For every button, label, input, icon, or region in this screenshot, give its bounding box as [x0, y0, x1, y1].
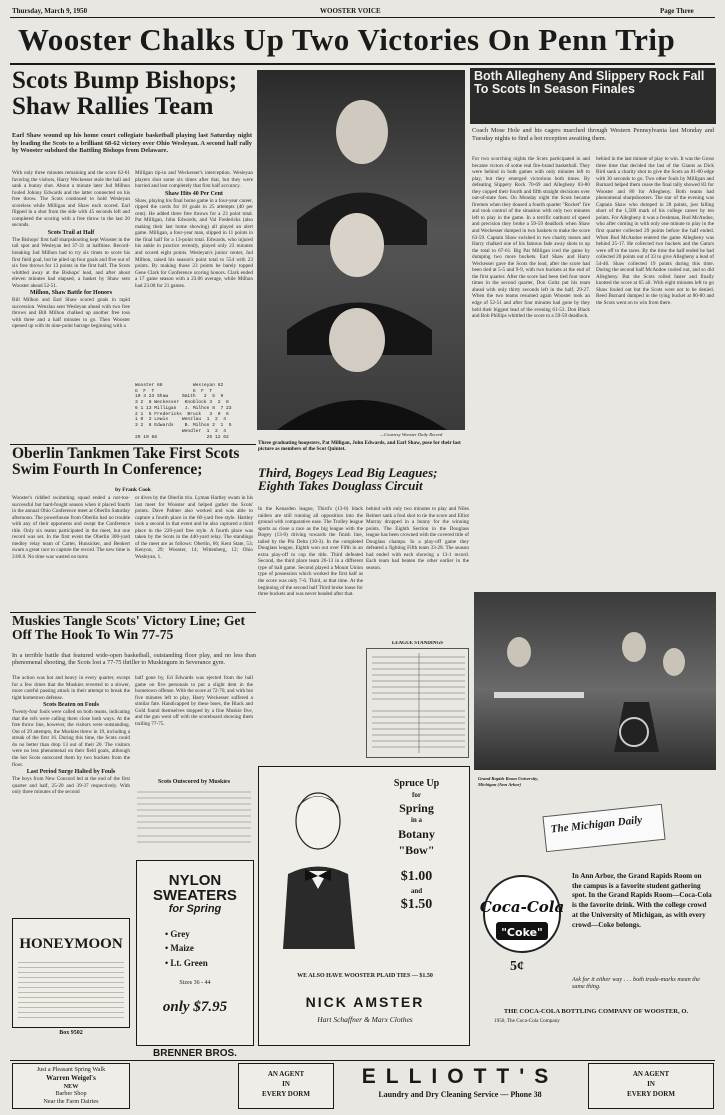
color-grey: • Grey [165, 928, 190, 939]
honeymoon-text [18, 958, 124, 1018]
agent-ad-left [238, 1063, 334, 1109]
folio-page: Page Three [660, 7, 694, 15]
amster-ad [258, 766, 470, 1046]
mid-rule-1 [10, 444, 256, 445]
agent-right-line-3: EVERY DORM [627, 1090, 675, 1099]
story2-deck: Coach Mose Hole and his cagers marched through Western Pennsylvania last Monday and Tuesday nights to find a hot reception awaiting them. [472, 127, 714, 142]
agent-right-line-1: AN AGENT [632, 1070, 670, 1078]
story4-body-2: behind with only two minutes to play and Niles Reimer sank a foul shot to tie the score and Elliot Murray dropped in a bunny for the winning points. The Eighth Section in the Douglass league has been crowned with the covered title of Douglass champs. In a play-off game they defeated a fighting Fifth team 33-28. The season had ended with each showing a 13-1 record. Each team had beaten the other earlier in the season. [366, 506, 469, 571]
story3-body: Wooster's riddled swimming squad ended a not-too-successful but hard-fought season when it placed fourth in the annual Ohio Conference meet at Oberlin Saturday afternoon. The powerhouse from Oberlin had no trouble with any of their opponents and swept the Conference title. Only six teams participated in the meet, but one record was set. In the first event the Oberlin 300-yard medley relay team of Carter, Hunsicker, and Benkert swam a great race to capture the record. The new time is 3:06.8. No time was wasted on turns [12, 495, 130, 560]
nylon-line-3: for Spring [168, 902, 222, 915]
brenner-bros: BRENNER BROS. [153, 1049, 237, 1059]
banner-headline: Wooster Chalks Up Two Victories On Penn Trip [18, 24, 676, 57]
agent-right-line-2: IN [647, 1080, 655, 1089]
weigel-line-2: Warren Weigel's [46, 1073, 96, 1082]
honeymoon-box-number: Box 9502 [59, 1030, 83, 1036]
elliotts-subtitle: Laundry and Dry Cleaning Service — Phone 38 [378, 1090, 542, 1100]
agent-left-line-1: AN AGENT [267, 1070, 305, 1078]
bottom-rule [10, 1060, 715, 1061]
story5-body-2: Twenty-four fouls were called on both teams, indicating that the refs were calling them close both ways. At the free throw line, however, the visitors were outstanding. Out of 29 attempts, the Muskies threw in 19, including a streak of the first 16. During this time, the Scots could do no better than drop 13 out of their 20. The visitors were no less phenomenal on their field goals, although the hot Scots outscored them by two buckets from the floor. [12, 709, 130, 768]
banner-rule [10, 63, 715, 65]
story5-headline: Muskies Tangle Scots' Victory Line; Get Off The Hook To Win 77-75 [12, 614, 245, 642]
honeymoon-ad [12, 918, 130, 1028]
story5-box-score [135, 788, 253, 848]
weigel-line-1: Just a Pleasant Spring Walk [36, 1066, 106, 1073]
story2-col1: For two scorching nights the Scots participated in and became victors of some real fire-brand basketball. They were behind in both games with only minutes left to play, but they emerged victorious both times. By defeating Slippery Rock 70-69 and Allegheny 83-80 they copped their fourth and fifth straight decisions over out-of-state foes. On Monday night the Scots became firemen when they doused a fourth quarter "Rocket" fire and took control of the situation with only two minutes left to play in the game. In a terrific outburst of speed and precision they broke a 59-59 deadlock when Shaw and Weckesser dumped in two baskets to make the score 63-59. Captain Shaw swished in two charity tosses and Harry chalked one of his famous fade away shots to up the total to 67-61. Big Pat Milligan iced the game by dumping two more buckets. Earl Shaw and Harry Weckesser gave the Scots the lead, after the score had been tied at 5-5 and 9-9, with two buckets at the end of the first quarter. After the score had been tied four more times in the second quarter, Don Goltz put his team ahead with only thirty seconds left in the half, 29-27. When the two teams resumed again Wooster took an edge of 52-51 and after four minutes had gone by they held their biggest lead of the evening 61-53. Don Black and Bob Phillips whittled the score to a 59-59 deadlock. [472, 156, 590, 320]
nylon-colors [165, 927, 253, 970]
story4-headline: Third, Bogeys Lead Big Leagues; Eighth Takes Douglass Circuit [258, 466, 438, 494]
story5-body: The action was hot and heavy in every quarter, except for a few times that the Muskies reverted to a slower, more careful passing attack in their attempt to break the tight hometown defense. [12, 675, 130, 701]
agent-left-line-2: IN [282, 1080, 290, 1089]
grand-rapids-room-photo [474, 592, 716, 770]
spruce-line-6: "Bow" [398, 842, 435, 857]
nylon-sizes: Sizes 36 - 44 [179, 979, 211, 986]
svg-text:Coca-Cola: Coca-Cola [480, 898, 564, 916]
mid-rule-2 [10, 612, 256, 613]
michigan-daily-clip [542, 804, 665, 852]
story2-headline: Both Allegheny And Slippery Rock Fall To Scots In Season Finales [474, 70, 705, 96]
story1-col1 [12, 170, 130, 438]
league-standings-table [366, 648, 469, 758]
folio-date: Thursday, March 9, 1950 [12, 7, 88, 15]
photo-caption: Three graduating hoopsters, Pat Milligan, John Edwards, and Earl Shaw, pose for their last picture as members of the Scot Quintet. [258, 440, 461, 453]
color-maize: • Maize [165, 943, 194, 954]
players-photo-figures [257, 70, 465, 430]
spruce-line-4: in a [410, 816, 423, 825]
story1-headline: Scots Bump Bishops; Shaw Rallies Team [12, 68, 238, 120]
spruce-line-1: Spruce Up [393, 778, 440, 789]
story1-subhead-3: Shaw Hits 40 Per Cent [165, 190, 223, 197]
weigel-line-5: Near the Farm Dairies [43, 1098, 99, 1105]
story1-box-score: Wooster 68 Wesleyan 62 G F T G F T 10 3 23 Shaw Smith 2 5 9 3 2 8 Weckesser Knoblock 3 2 8 6 1 13 Milligan J. Milhon 8 7 23 2 1 5 Fredericks Bruck 3 0 6 1 0 2 Lewis Wenzlau 1 2 4 3 2 8 Edwards B. Milhon 2 1 5 Wendler 1 2 4 29 10 68 25 12 62 [135, 383, 232, 439]
man-with-bowtie-illustration [263, 779, 373, 949]
nylon-line-2: SWEATERS [153, 887, 237, 905]
folio-paper-name: WOOSTER VOICE [320, 7, 381, 15]
coke-photo-caption: Grand Rapids Room University, Michigan (Ann Arbor) [478, 776, 539, 787]
coke-body: In Ann Arbor, the Grand Rapids Room on the campus is a favorite student gathering spot. In the Grand Rapids Room—Coca-Cola is the favorite drink. With the college crowd at the University of Michigan, as with every crowd—Coke belongs. [572, 872, 712, 929]
story3-body-2: or dives by the Oberlin trio. Lyman Hartley swam in his last meet for Wooster and helped gather the Scots' points. Dave Palmer also worked and was able to capture a fourth place in the 60-yard free style. Hartley took a second in that event and he also captured a third place in the 220-yard free style. A fourth place was taken by the Scots in the 440-yard relay. The standings of the meet are as follows: Oberlin, 66; Kent State, 53; Kenyon, 29; Wooster, 14; Wittenberg, 12; Ohio Wesleyan, 1. [135, 495, 253, 560]
color-green: • Lt. Green [165, 957, 208, 968]
elliotts-ad [336, 1063, 584, 1109]
standings-lines [367, 649, 469, 758]
photo-figures [474, 592, 716, 770]
spruce-line-2: for [412, 790, 421, 799]
coke-ad [474, 772, 716, 1046]
story1-deck: Earl Shaw wound up his home court collegiate basketball playing last Saturday night by leading the Scots to a brilliant 68-62 victory over Ohio Wesleyan. A second half rally by Wooster subdued the Battling Bishops from Delaware. [12, 132, 252, 155]
nick-amster: NICK AMSTER [305, 994, 425, 1010]
amster-text-block [369, 777, 464, 915]
price-line-3: $1.50 [400, 897, 433, 913]
svg-text:"Coke": "Coke" [501, 926, 543, 939]
story5-col1 [12, 675, 130, 915]
spruce-line-3: Spring [399, 800, 434, 815]
story2-col2: behind in the last minute of play to win. It was the Gross three time that decided the last of the Giants as Dick Bird sank a charity shot to give the Scots an 81-80 edge with 30 seconds to go. Two other fouls by Milligan and Burnard helped them cease the final tally showed 83 for Wooster and 80 for Allegheny. Both teams had phenomenal sharpshooters. The star of the evening was Captain Shaw who dumped in 28 points, just falling short of the 1,500 mark of his college career by ten points. For Allegheny it was a freshman, Bud McAndoe, who after coming in with only one minute to play in the first quarter collected 29 points before the half ended. When Bud McAndoe entered the game Allegheny was behind 25-17. He collected two buckets and the Gators were off to the races. By the time the half ended he had collected 20 points out of 33 to give Allegheny a lead of 54-46. Shaw collected 19 points during this time. During the second half McAndoe cooled out, and so did Allegheny. But the Scots rolled faster and finally knotted the score at 65 all. With eight minutes left to go Shaw fouled out but the Scots were not to be denied. Reed Burnard dumped in the tying bucket at 80-80 and the Scots went on to win from there. [596, 156, 714, 307]
story1-subhead-2: Milhon, Shaw Battle for Honors [29, 290, 113, 297]
story5-deck: In a terrible battle that featured wide-open basketball, outstanding floor play, and no less than phenomenal shooting, the Scots lost a 77-75 thriller to Muskingum in Severance gym. [12, 652, 256, 667]
spruce-line-5: Botany [398, 826, 435, 841]
nylon-sweaters-ad [136, 860, 254, 1046]
price-line-2: and [410, 886, 423, 895]
story1-col2-text: Milligan tip-in and Weckesser's interception. Wesleyan players shot some six times after that, but they were hurried and lost completely that first half accuracy. [135, 170, 253, 190]
coke-tagline: Ask for it either way . . . both trade-marks mean the same thing. [572, 976, 700, 990]
coke-copyright: 1950, The Coca-Cola Company [494, 1018, 560, 1024]
players-photo [257, 70, 465, 430]
photo-credit: —Courtesy Wooster Daily Record [380, 432, 443, 437]
coke-bottler: THE COCA-COLA BOTTLING COMPANY OF WOOSTER, O. [503, 1008, 689, 1015]
story1-col1-text-b: The Bishops' first half sharpshooting kept Wooster in the tail spot and Wesleyan led 37-31 at halftime. Record-breaking Jud Milhon had to try six times to score his first field goal, but he piled up four goals and five out of six free throws for 13 points in the first half. The Scots whittled away at the Bishops' lead, and after about eleven minutes had elapsed, a basket by Shaw sent Wooster ahead 52-51. [12, 236, 130, 289]
story1-col1-text-c: Bill Milhon and Earl Shaw scored goals in rapid succession. Wenzlau sent Wesleyan ahead with two free throws and Bill Milhon chalked up another free toss with three and a half minutes to go. Then Wooster opened up with its nine-point barrage beginning with a [12, 297, 130, 330]
league-standings-title: LEAGUE STANDINGS [391, 641, 444, 646]
agent-ad-right [588, 1063, 714, 1109]
story1-subhead-1: Scots Trail at Half [47, 229, 95, 236]
plaid-ties: WE ALSO HAVE WOOSTER PLAID TIES — $1.50 [297, 973, 433, 979]
weigel-line-4: Barber Shop [55, 1090, 87, 1098]
story1-col2-text-b: Shaw, playing his final home game in a four-year career, ripped the cords for 10 goals in 25 attempts (40 per cent). He added three free throws for a 23 point total. Pat Milligan, John Edwards, and Val Fredericks (also making their last home showing) all played an alert game. Milligan, a four-year man, slipped in 11 points in the final half for a 13-point total. Edwards, who injured his ankle in practice recently, played only 23 minutes and scored eight points. Wesleyan's junior center, Jud Milhon, raised his season's point total to 554 with 23 points. By making those 23 points he barely topped Gene Clark for Conference scoring honors. Clark ended a 17 game season with a 23.06 average, while Milhon had 23.08 for 21 games. [135, 197, 253, 289]
story1-col1-text: With only three minutes remaining and the score 62-61 favoring the visitors, Harry Weckesser stole the ball and sank a bunny shot. About a minute later Jud Milhon fouled Johnny Edwards and the latter connected on his free throw. The Scots continued to hold Wesleyan scoreless while Milligan and Shaw each scored. Earl flipped in a shot from the side with 45 seconds left and completed the scoring with a free throw in the last 20 seconds. [12, 170, 130, 229]
story5-body-3: The boys from New Concord led at the end of the first quarter and half, 25-20 and 39-37 respectively. With only three minutes of the second [12, 776, 130, 796]
story5-subhead-1: Scots Beaten on Fouls [43, 702, 99, 709]
story5-subhead-2: Last Period Surge Halted by Fouls [26, 769, 116, 776]
honeymoon-title: HONEYMOON [19, 936, 123, 952]
story5-box-head: Scots Outscored by Muskies [157, 779, 231, 785]
story4-body: In the Kenarden league, Third's (13-0) black raiders are still running all opposition into the ground with comparative ease. The Trolley league sports as close a race as the big league with the Bogey (13-0) driving towards the finish line, tailed by the Phi Delta (10-3). In the completed Douglass league, Eighth won out over Fifth in an extra play-off to cop the title. Third defeated Second, the third place team 26-13 in a different type of ball game. Second played a Mount Union type of possession which worked the first half as the score was only 7-6. Third, at that time. At the beginning of the second half Third broke loose for three buckets and was never headed after that. [258, 506, 363, 598]
nylon-line-1: NYLON [168, 872, 222, 889]
nylon-title [137, 873, 253, 915]
agent-left-line-3: EVERY DORM [262, 1090, 310, 1099]
story3-headline: Oberlin Tankmen Take First Scots Swim Fourth In Conference; [12, 446, 240, 478]
price-line-1: $1.00 [400, 868, 433, 884]
story5-col2: half gone by, Ed Edwards was ejected from the ball game on five personals to put a slight dent in the hometown offense. With the score at 72-70, and with but five minutes left to play, Harry Weckesser suffered a similar fate. Handicapped by these loses, the Black and Gold found themselves stopped by a fine Muskie five, and the gun went off with the scoreboard showing them trailing 77-75. [135, 675, 253, 727]
nylon-price: only $7.95 [162, 998, 228, 1015]
michigan-daily-mast: The Michigan Daily [550, 814, 643, 836]
story3-byline: by Frank Cook [115, 487, 151, 493]
weigel-line-3: NEW [63, 1082, 79, 1090]
weigel-ad [12, 1063, 130, 1109]
coke-price: 5¢ [510, 959, 524, 974]
top-rule [10, 17, 715, 18]
amster-subtitle: Hart Schaffner & Marx Clothes [317, 1015, 413, 1024]
elliotts-name: ELLIOTT'S [361, 1065, 559, 1088]
box-score-lines [135, 788, 253, 848]
coca-cola-disc [480, 872, 564, 956]
